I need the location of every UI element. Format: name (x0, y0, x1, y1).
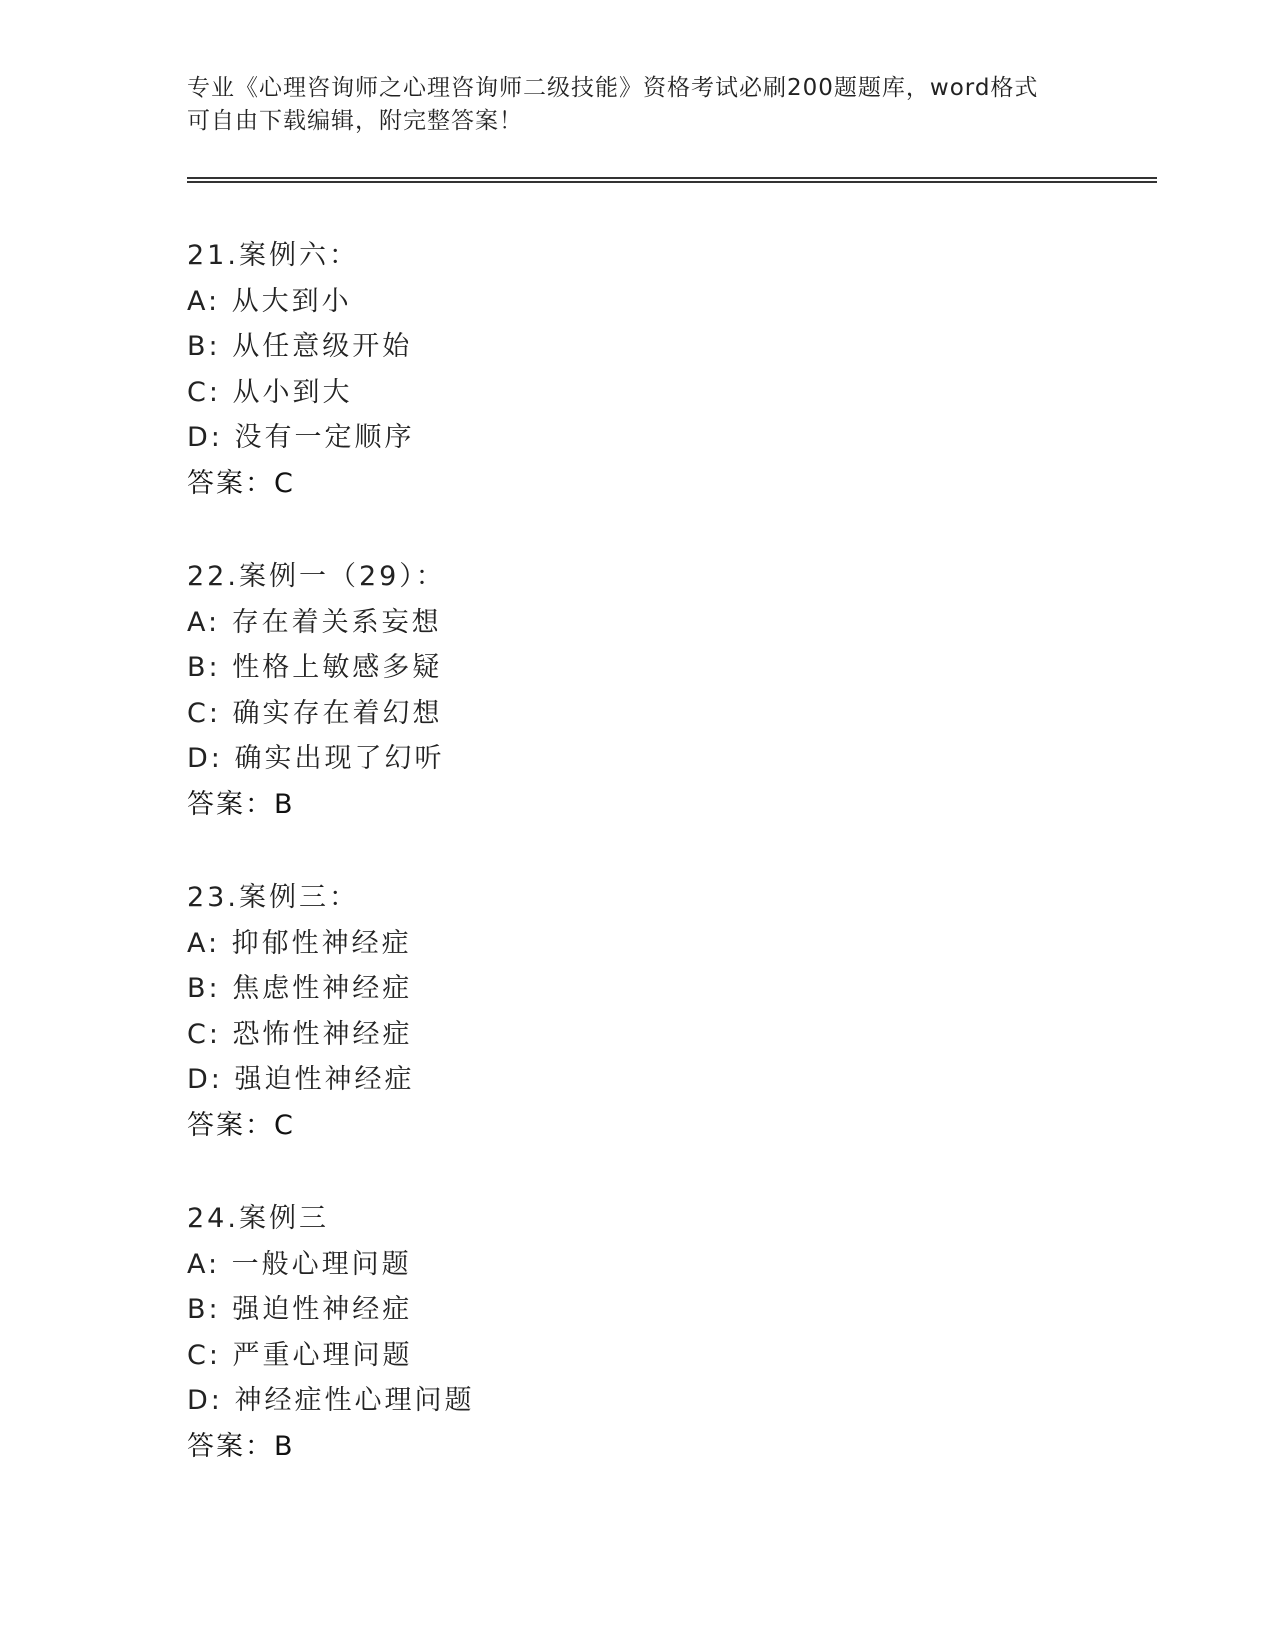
option-d: D: 没有一定顺序 (187, 422, 415, 453)
question-title: 21.案例六： (187, 240, 359, 271)
option-c: C: 严重心理问题 (187, 1339, 413, 1371)
option-c: C: 确实存在着幻想 (187, 697, 443, 729)
option-c: C: 恐怖性神经症 (187, 1018, 413, 1050)
header-line-2: 可自由下载编辑，附完整答案！ (187, 108, 523, 134)
answer-line: 答案：C (187, 1109, 295, 1141)
option-d: D: 神经症性心理问题 (187, 1385, 475, 1416)
header-double-rule (187, 177, 1157, 183)
option-c: C: 从小到大 (187, 376, 353, 408)
question-24 (187, 1196, 887, 1517)
option-a: A: 一般心理问题 (187, 1248, 412, 1280)
header-line-1: 专业《心理咨询师之心理咨询师二级技能》资格考试必刷200题题库，word格式 (187, 75, 1039, 101)
option-d: D: 确实出现了幻听 (187, 743, 445, 774)
question-22 (187, 554, 887, 875)
option-a: A: 从大到小 (187, 285, 352, 317)
option-a: A: 存在着关系妄想 (187, 606, 442, 638)
option-b: B: 强迫性神经症 (187, 1294, 413, 1325)
answer-line: 答案：B (187, 1430, 295, 1462)
option-a: A: 抑郁性神经症 (187, 927, 412, 959)
document-header (187, 72, 1067, 138)
question-21 (187, 233, 887, 554)
answer-line: 答案：B (187, 788, 295, 820)
question-list (187, 233, 887, 1517)
answer-line: 答案：C (187, 467, 295, 499)
question-23 (187, 875, 887, 1196)
question-title: 23.案例三： (187, 882, 359, 913)
option-b: B: 从任意级开始 (187, 331, 413, 362)
option-d: D: 强迫性神经症 (187, 1064, 415, 1095)
question-title: 24.案例三 (187, 1203, 329, 1234)
option-b: B: 焦虑性神经症 (187, 973, 413, 1004)
question-title: 22.案例一（29）： (187, 561, 446, 592)
option-b: B: 性格上敏感多疑 (187, 652, 443, 683)
